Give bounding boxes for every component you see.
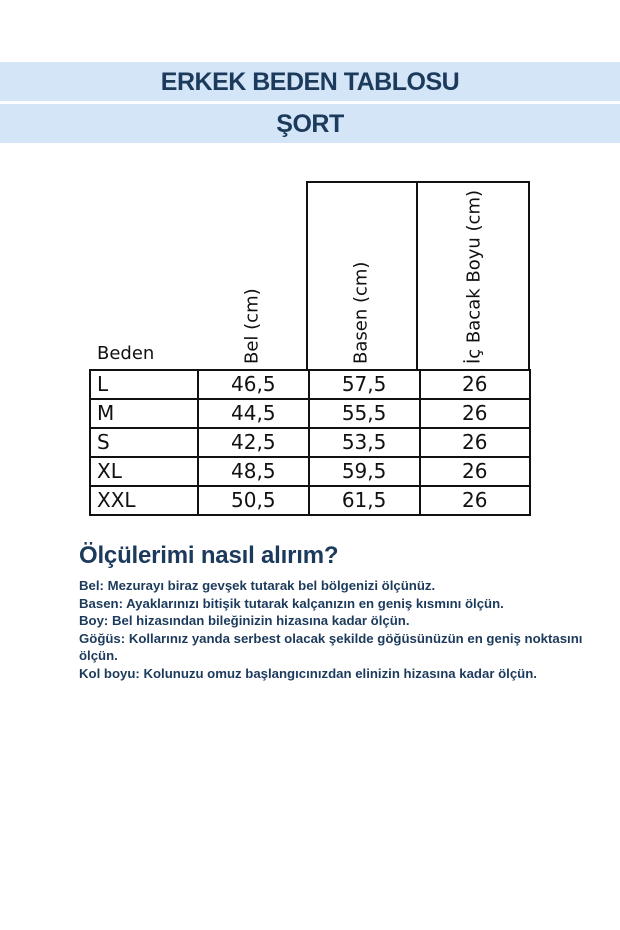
bel-cell: 50,5 [198, 486, 309, 515]
column-header-bel [196, 181, 307, 370]
basen-cell: 61,5 [309, 486, 420, 515]
how-to-measure-title: Ölçülerimi nasıl alırım? [79, 542, 339, 569]
table-row [90, 457, 530, 486]
how-to-measure-section [79, 541, 599, 682]
table-row [90, 428, 530, 457]
table-row [90, 486, 530, 515]
bel-cell: 46,5 [198, 370, 309, 399]
column-header-label: Basen (cm) [350, 261, 372, 364]
subtitle-band [0, 104, 620, 143]
size-cell: M [90, 399, 198, 428]
size-cell: L [90, 370, 198, 399]
column-header-label: İç Bacak Boyu (cm) [463, 190, 485, 364]
size-table-body [89, 369, 531, 516]
page-title: ERKEK BEDEN TABLOSU [160, 68, 460, 96]
ic-bacak-cell: 26 [420, 428, 531, 457]
basen-cell: 59,5 [309, 457, 420, 486]
instruction-basen: Basen: Ayaklarınızı bitişik tutarak kalçanızın en geniş kısmını ölçün. [79, 595, 504, 611]
instruction-boy: Boy: Bel hizasından bileğinizin hizasına kadar ölçün. [79, 613, 410, 628]
title-band [0, 62, 620, 101]
instruction-kol-boyu: Kol boyu: Kolunuzu omuz başlangıcınızdan elinizin hizasına kadar ölçün. [79, 665, 537, 681]
bel-cell: 48,5 [198, 457, 309, 486]
basen-cell: 53,5 [309, 428, 420, 457]
ic-bacak-cell: 26 [420, 457, 531, 486]
ic-bacak-cell: 26 [420, 486, 531, 515]
row-header-label: Beden [97, 343, 155, 364]
column-header-label: Bel (cm) [241, 288, 262, 364]
instruction-gogus: Göğüs: Kollarınız yanda serbest olacak şekilde göğüsünüzün en geniş noktasını ölçün. [79, 630, 583, 663]
instruction-bel: Bel: Mezurayı biraz gevşek tutarak bel bölgenizi ölçünüz. [79, 578, 436, 593]
size-cell: XL [90, 457, 198, 486]
bel-cell: 42,5 [198, 428, 309, 457]
column-header-ic-bacak [418, 181, 530, 370]
basen-cell: 55,5 [309, 399, 420, 428]
size-cell: S [90, 428, 198, 457]
ic-bacak-cell: 26 [420, 399, 531, 428]
column-header-basen [306, 181, 418, 370]
ic-bacak-cell: 26 [420, 370, 531, 399]
bel-cell: 44,5 [198, 399, 309, 428]
page-subtitle: ŞORT [276, 110, 344, 138]
size-cell: XXL [90, 486, 198, 515]
basen-cell: 57,5 [309, 370, 420, 399]
table-row [90, 370, 530, 399]
table-row [90, 399, 530, 428]
size-table [89, 181, 531, 529]
